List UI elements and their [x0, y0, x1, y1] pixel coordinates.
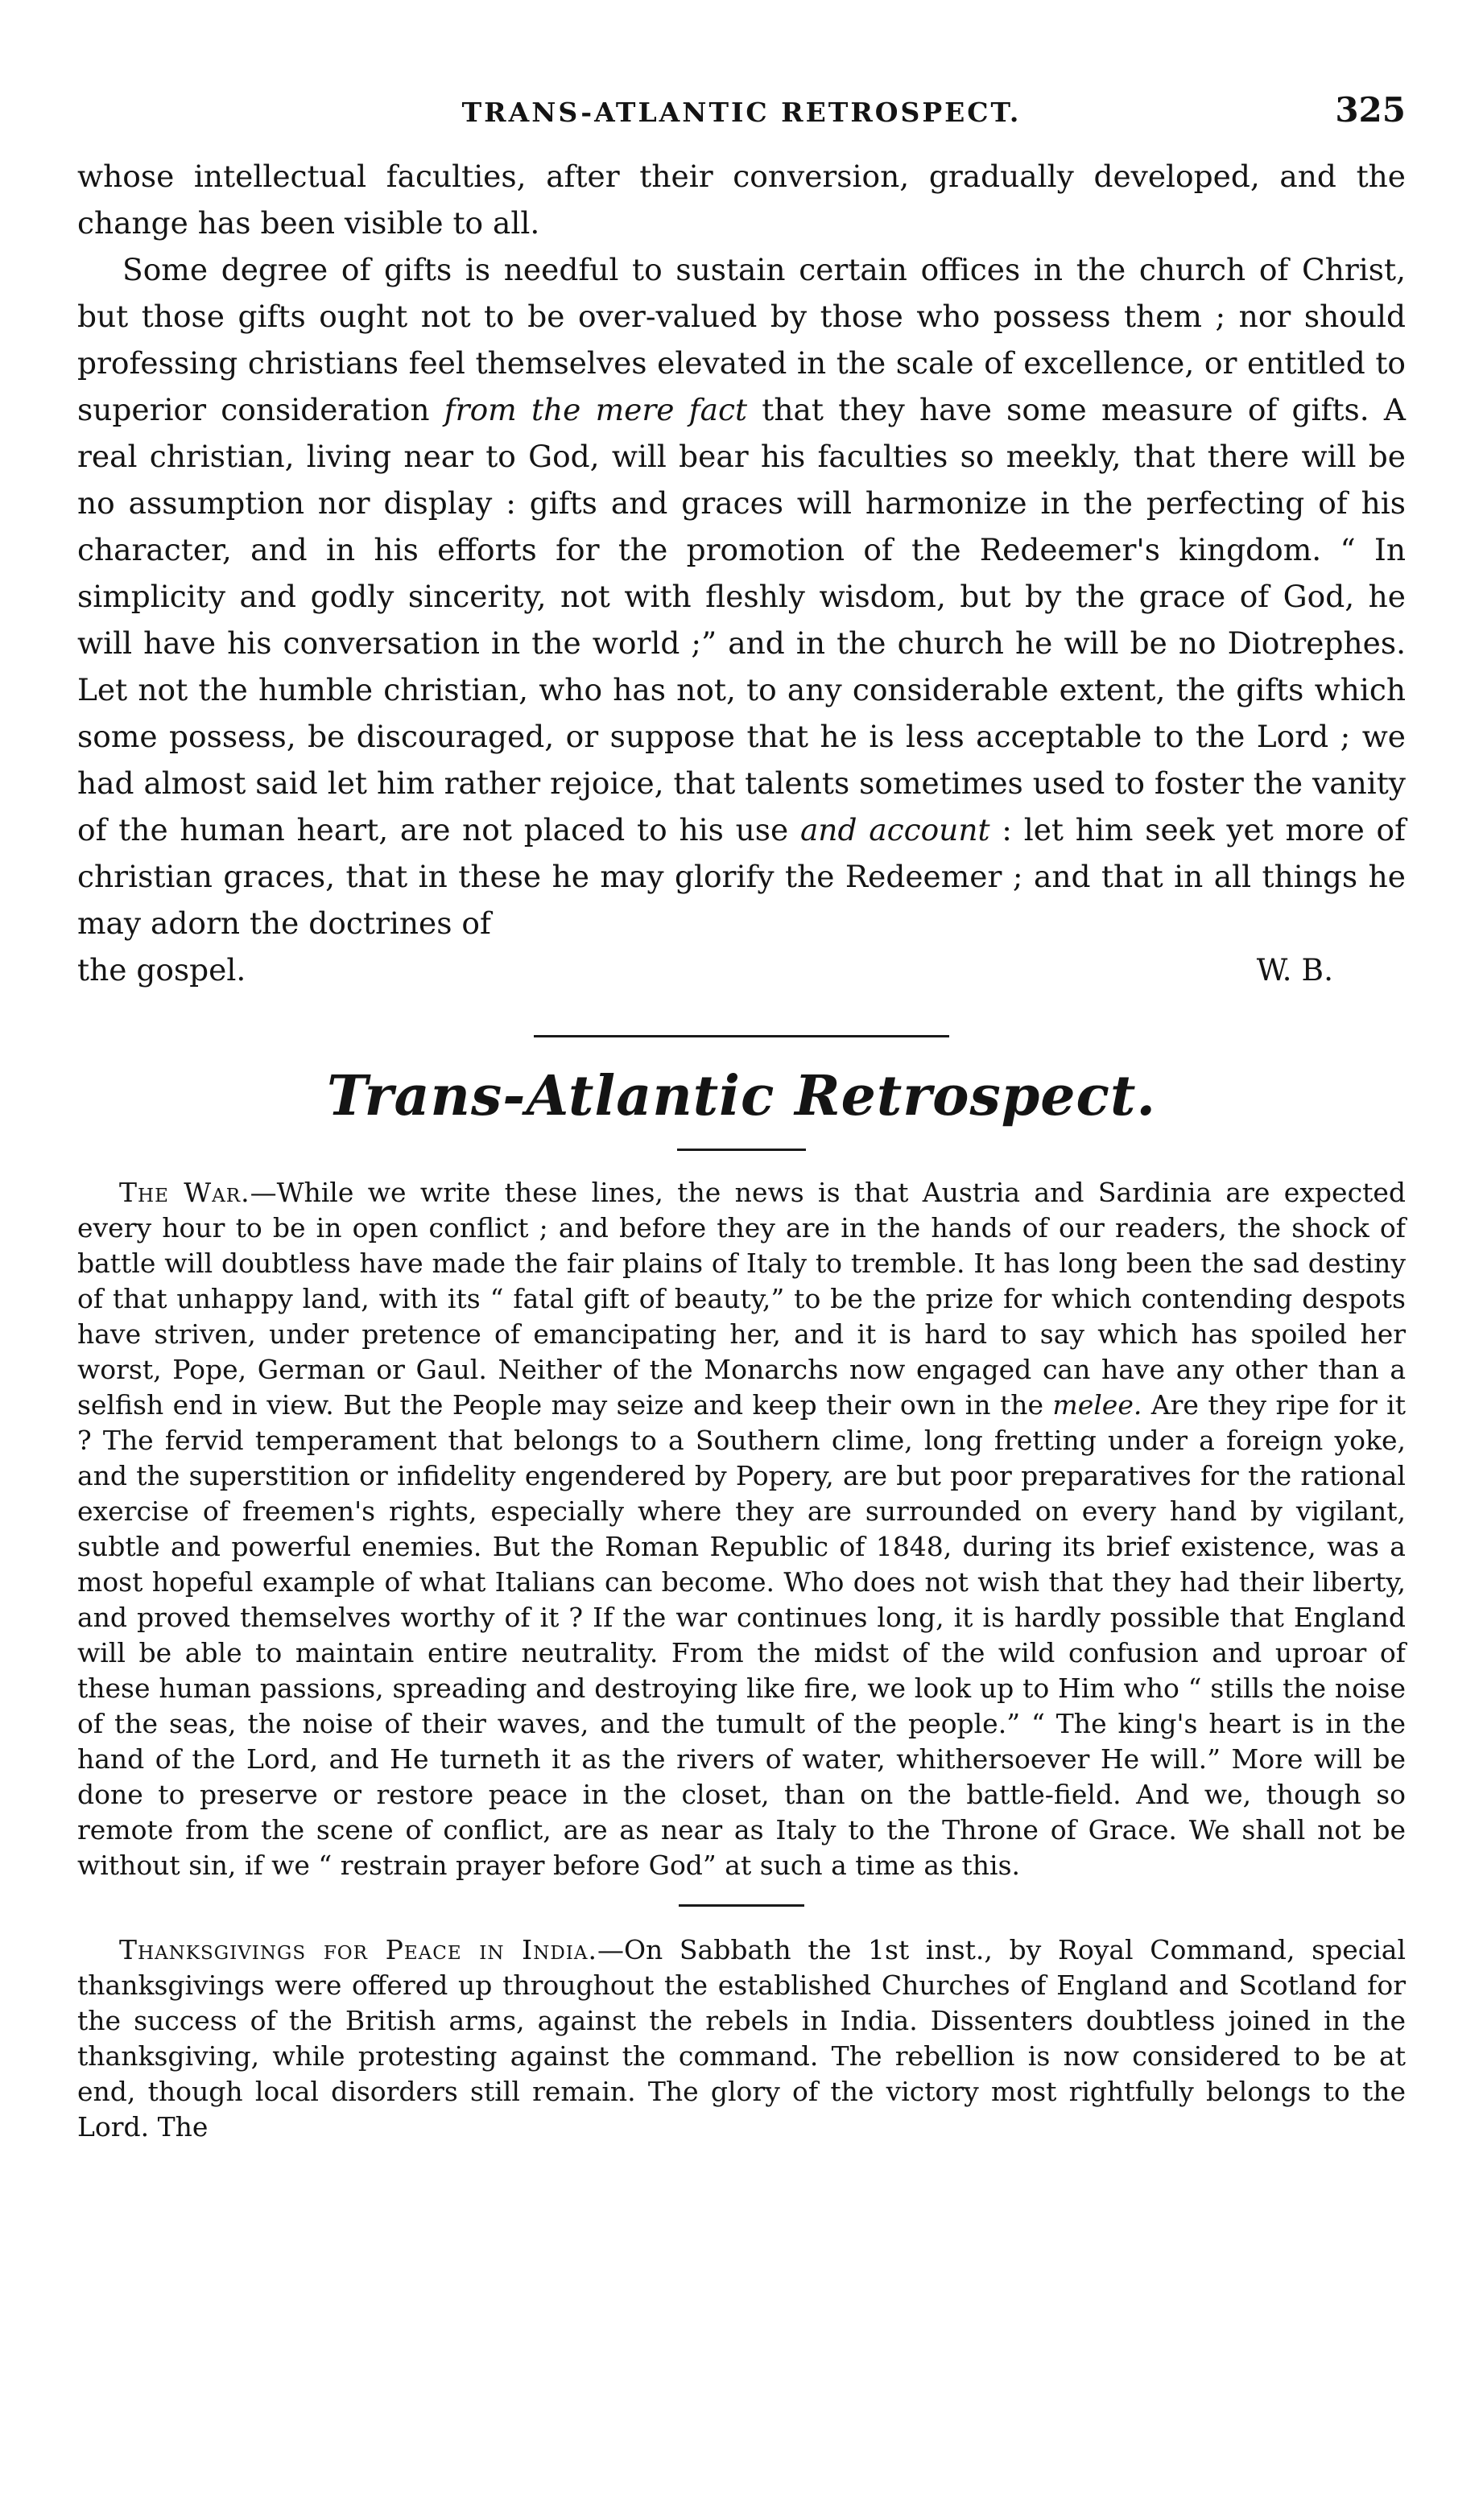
- signature-line: [77, 947, 1406, 993]
- war-paragraph: [77, 1175, 1406, 1883]
- emphasis-text: melee.: [1052, 1389, 1142, 1421]
- war-text: —While we write these lines, the news is that Austria and Sardinia are expected every hour to be in open conflict ; and before they are in the hands of our readers, the shock of battle will doubtless have made the fair plains of Italy to tremble. It has long been the sad destiny of that unhappy land, with its “ fatal gift of beauty,” to be the prize for which contending despots have striven, under pretence of emancipating her, and it is hard to say which has spoiled her worst, Pope, German or Gaul. Neither of the Monarchs now engaged can have any other than a selfish end in view. But the People may seize and keep their own in the: [77, 1177, 1406, 1421]
- section-divider: [534, 1035, 949, 1037]
- page: [77, 89, 1406, 2145]
- section-heading: Trans-Atlantic Retrospect.: [326, 1064, 1157, 1128]
- page-number: 325: [1335, 90, 1406, 130]
- paragraph-text: Some degree of gifts is needful to sustain certain offices in the church of Christ, but those gifts ought not to be over-valued by those who possess them ; nor should professing christians feel themselves elevated in the scale of excellence, or entitled to superior consideration: [77, 252, 1406, 427]
- article-body: [77, 153, 1406, 993]
- paragraph-text: : let him seek yet more of christian graces, that in these he may glorify the Redeemer ; and that in all things he may adorn the doctrines of: [77, 812, 1406, 941]
- running-title: TRANS-ATLANTIC RETROSPECT.: [461, 97, 1022, 128]
- running-head: [77, 89, 1406, 153]
- emphasis-text: from the mere fact: [444, 392, 748, 427]
- paragraph-text: that they have some measure of gifts. A real christian, living near to God, will bear his faculties so meekly, that there will be no assumption nor display : gifts and graces will harmonize in the perfecting of his character, and in his efforts for the promotion of the Redeemer's kingdom. “ In simplicity and godly sincerity, not with fleshly wisdom, but by the grace of God, he will have his conversation in the world ;” and in the church he will be no Diotrephes. Let not the humble christian, who has not, to any considerable extent, the gifts which some possess, be discouraged, or suppose that he is less acceptable to the Lord ; we had almost said let him rather rejoice, that talents sometimes used to foster the vanity of the human heart, are not placed to his use: [77, 392, 1407, 848]
- india-lead-in: Thanksgivings for Peace in India.: [119, 1934, 597, 1965]
- india-text: —On Sabbath the 1st inst., by Royal Command, special thanksgivings were offered up throughout the established Churches of England and Scotland for the success of the British arms, against the rebels in India. Dissenters doubtless joined in the thanksgiving, while protesting against the command. The rebellion is now considered to be at end, though local disorders still remain. The glory of the victory most rightfully belongs to the Lord. The: [77, 1934, 1406, 2143]
- closing-text: the gospel.: [77, 952, 246, 988]
- paragraph-gifts: [77, 246, 1406, 947]
- item-divider: [679, 1904, 804, 1907]
- india-paragraph: [77, 1932, 1406, 2145]
- news-item-war: [77, 1175, 1406, 1883]
- war-lead-in: The War.: [119, 1177, 250, 1208]
- paragraph-continuation: whose intellectual faculties, after their conversion, gradually developed, and the change has been visible to all.: [77, 159, 1406, 241]
- heading-underline: [677, 1149, 806, 1151]
- emphasis-text: and account: [799, 812, 990, 848]
- news-item-india: [77, 1932, 1406, 2145]
- war-text: Are they ripe for it ? The fervid temperament that belongs to a Southern clime, long fretting under a foreign yoke, and the superstition or infidelity engendered by Popery, are but poor preparatives for the rational exercise of freemen's rights, especially where they are surrounded on every hand by vigilant, subtle and powerful enemies. But the Roman Republic of 1848, during its brief existence, was a most hopeful example of what Italians can become. Who does not wish that they had their liberty, and proved themselves worthy of it ? If the war continues long, it is hardly possible that England will be able to maintain entire neutrality. From the midst of the wild confusion and uproar of these human passions, spreading and destroying like fire, we look up to Him who “ stills the noise of the seas, the noise of their waves, and the tumult of the people.” “ The king's heart is in the hand of the Lord, and He turneth it as the rivers of water, whithersoever He will.” More will be done to preserve or restore peace in the closet, than on the battle-field. And we, though so remote from the scene of conflict, are as near as Italy to the Throne of Grace. We shall not be without sin, if we “ restrain prayer before God” at such a time as this.: [77, 1389, 1406, 1881]
- author-signature: W. B.: [1256, 952, 1333, 988]
